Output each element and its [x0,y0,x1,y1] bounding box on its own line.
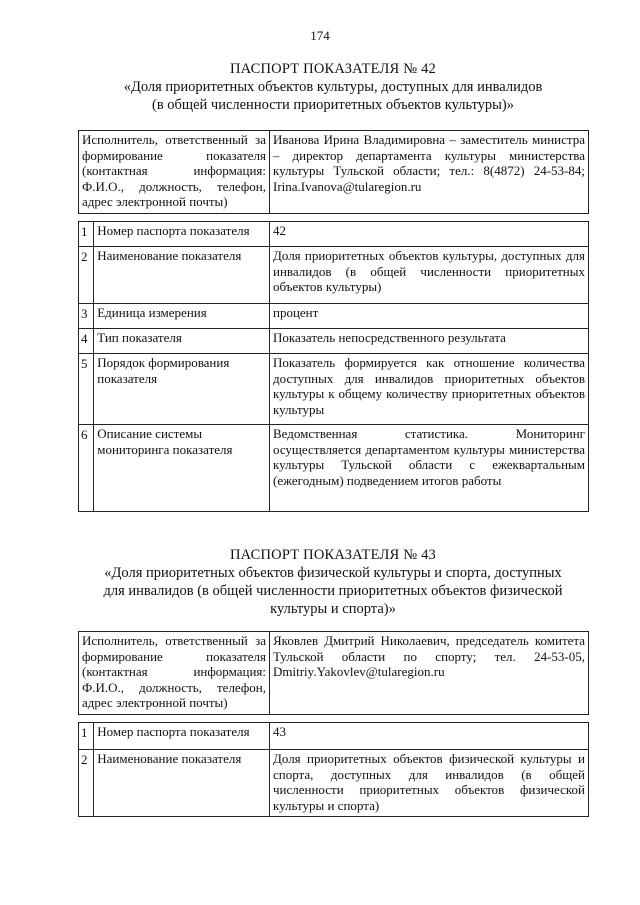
executor-value: Яковлев Дмитрий Николаевич, председатель комитета Тульской области по спорту; тел. 24-53-05, Dmitriy.Yakovlev@tularegion.ru [270,632,589,715]
row-label: Номер паспорта показателя [94,222,270,247]
passport-43-subtitle-line3: культуры и спорта)» [270,601,396,617]
executor-value: Иванова Ирина Владимировна – заместитель министра – директор департамента культуры министерства культуры Тульской области; тел.: 8(4872) 24-53-84; Irina.Ivanova@tularegion.ru [270,131,589,214]
table-row [79,247,589,304]
table-row [79,222,589,247]
row-label: Номер паспорта показателя [94,723,270,750]
row-value: 42 [270,222,589,247]
row-number: 5 [79,354,94,425]
passport-42-subtitle-line1: «Доля приоритетных объектов культуры, доступных для инвалидов [123,79,543,95]
row-number: 6 [79,425,94,512]
executor-row [79,131,589,214]
row-value: Доля приоритетных объектов физической культуры и спорта, доступных для инвалидов (в общей численности приоритетных объектов физической культуры и спорта) [270,750,589,817]
row-value: 43 [270,723,589,750]
passport-42-table [78,130,589,512]
row-label: Наименование показателя [94,247,270,304]
row-number: 2 [79,750,94,817]
row-value: Показатель непосредственного результата [270,329,589,354]
table-row [79,329,589,354]
table-gap [79,715,589,723]
table-row [79,354,589,425]
passport-42-heading [78,60,588,114]
passport-43-subtitle-line1: «Доля приоритетных объектов физической культуры и спорта, доступных [104,565,562,581]
executor-label: Исполнитель, ответственный за формирование показателя (контактная информация: Ф.И.О., должность, телефон, адрес электронной почты) [79,131,270,214]
passport-42-title: ПАСПОРТ ПОКАЗАТЕЛЯ № 42 [230,61,436,77]
row-label: Единица измерения [94,304,270,329]
passport-43-subtitle-line2: для инвалидов (в общей численности приоритетных объектов физической [103,583,563,599]
row-number: 1 [79,723,94,750]
page-number: 174 [310,28,330,43]
row-label: Порядок формирования показателя [94,354,270,425]
table-row [79,723,589,750]
executor-row [79,632,589,715]
row-number: 3 [79,304,94,329]
table-row [79,304,589,329]
row-value: Ведомственная статистика. Мониторинг осуществляется департаментом культуры министерства культуры Тульской области с ежеквартальным (ежегодным) подведением итогов работы [270,425,589,512]
row-value: Показатель формируется как отношение количества доступных для инвалидов приоритетных объектов культуры к общему количеству приоритетных объектов культуры [270,354,589,425]
passport-43-title: ПАСПОРТ ПОКАЗАТЕЛЯ № 43 [230,547,436,563]
row-label: Описание системы мониторинга показателя [94,425,270,512]
passport-43-table [78,631,589,817]
row-number: 2 [79,247,94,304]
table-row [79,750,589,817]
passport-43-heading [78,546,588,618]
row-number: 1 [79,222,94,247]
row-number: 4 [79,329,94,354]
passport-42-subtitle-line2: (в общей численности приоритетных объектов культуры)» [151,97,514,113]
table-gap [79,214,589,222]
executor-label: Исполнитель, ответственный за формирование показателя (контактная информация: Ф.И.О., должность, телефон, адрес электронной почты) [79,632,270,715]
row-value: Доля приоритетных объектов культуры, доступных для инвалидов (в общей численности приоритетных объектов культуры) [270,247,589,304]
row-label: Наименование показателя [94,750,270,817]
row-value: процент [270,304,589,329]
row-label: Тип показателя [94,329,270,354]
table-row [79,425,589,512]
